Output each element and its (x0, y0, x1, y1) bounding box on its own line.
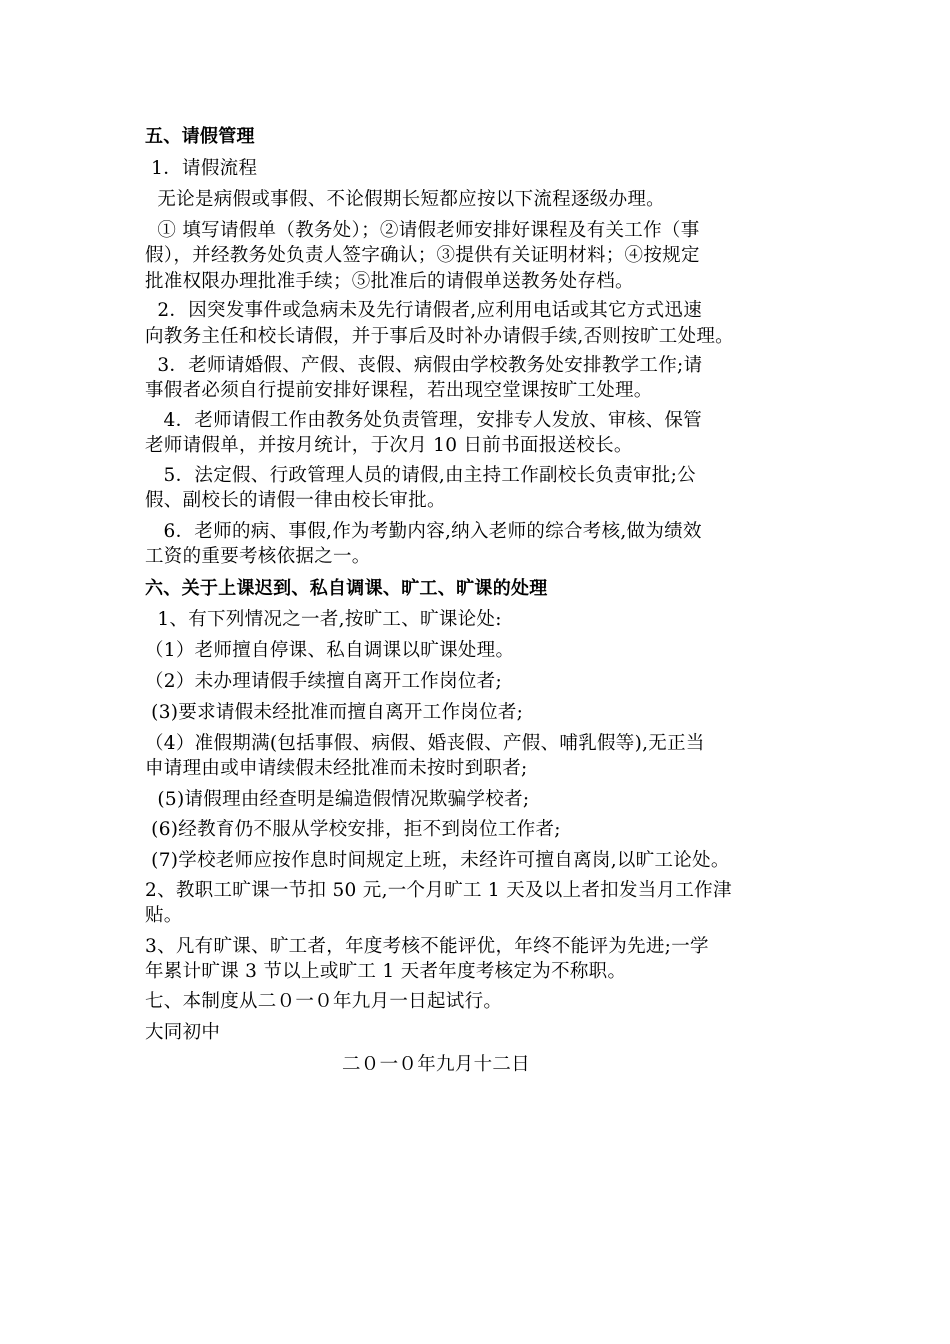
paragraph-line: 1、有下列情况之一者,按旷工、旷课论处: (145, 609, 502, 630)
paragraph-line: 向教务主任和校长请假，并于事后及时补办请假手续,否则按旷工处理。 (145, 326, 734, 347)
list-item: (3)要求请假未经批准而擅自离开工作岗位者; (145, 702, 524, 723)
paragraph-line: 工资的重要考核依据之一。 (145, 546, 371, 567)
list-item: （4）准假期满(包括事假、病假、婚丧假、产假、哺乳假等),无正当 (145, 733, 705, 754)
list-item: 申请理由或申请续假未经批准而未按时到职者; (145, 758, 528, 779)
list-item: （2）未办理请假手续擅自离开工作岗位者; (145, 671, 503, 692)
paragraph-line: 3、凡有旷课、旷工者，年度考核不能评优，年终不能评为先进;一学 (145, 936, 709, 957)
signature-school: 大同初中 (145, 1022, 221, 1043)
paragraph-line: 老师请假单，并按月统计，于次月 10 日前书面报送校长。 (145, 435, 633, 456)
list-item: （1）老师擅自停课、私自调课以旷课处理。 (145, 640, 515, 661)
paragraph-line: 贴。 (145, 905, 183, 926)
paragraph-line: 事假者必须自行提前安排好课程，若出现空堂课按旷工处理。 (145, 380, 653, 401)
paragraph-line: 6．老师的病、事假,作为考勤内容,纳入老师的综合考核,做为绩效 (145, 521, 702, 542)
paragraph-line: 年累计旷课 3 节以上或旷工 1 天者年度考核定为不称职。 (145, 961, 627, 982)
paragraph-line: 无论是病假或事假、不论假期长短都应按以下流程逐级办理。 (145, 189, 665, 210)
paragraph-line: ① 填写请假单（教务处）；②请假老师安排好课程及有关工作（事 (145, 220, 700, 241)
subsection-title-leave-process: 1．请假流程 (145, 158, 258, 179)
list-item: (6)经教育仍不服从学校安排，拒不到岗位工作者; (145, 819, 561, 840)
paragraph-line: 5．法定假、行政管理人员的请假,由主持工作副校长负责审批;公 (145, 465, 696, 486)
paragraph-line: 4．老师请假工作由教务处负责管理，安排专人发放、审核、保管 (145, 410, 703, 431)
paragraph-line: 假），并经教务处负责人签字确认；③提供有关证明材料；④按规定 (145, 245, 700, 266)
list-item: (7)学校老师应按作息时间规定上班，未经许可擅自离岗,以旷工论处。 (145, 850, 730, 871)
paragraph-line: 七、本制度从二０一０年九月一日起试行。 (145, 991, 503, 1012)
paragraph-line: 3．老师请婚假、产假、丧假、病假由学校教务处安排教学工作;请 (145, 355, 703, 376)
paragraph-line: 批准权限办理批准手续；⑤批准后的请假单送教务处存档。 (145, 271, 634, 292)
section-heading-leave-management: 五、请假管理 (145, 126, 255, 147)
paragraph-line: 假、副校长的请假一律由校长审批。 (145, 490, 446, 511)
section-heading-absence-handling: 六、关于上课迟到、私自调课、旷工、旷课的处理 (145, 578, 548, 599)
signature-date: 二０一０年九月十二日 (342, 1054, 531, 1075)
list-item: (5)请假理由经查明是编造假情况欺骗学校者; (145, 789, 530, 810)
paragraph-line: 2、教职工旷课一节扣 50 元,一个月旷工 1 天及以上者扣发当月工作津 (145, 880, 732, 901)
paragraph-line: 2．因突发事件或急病未及先行请假者,应利用电话或其它方式迅速 (145, 300, 703, 321)
